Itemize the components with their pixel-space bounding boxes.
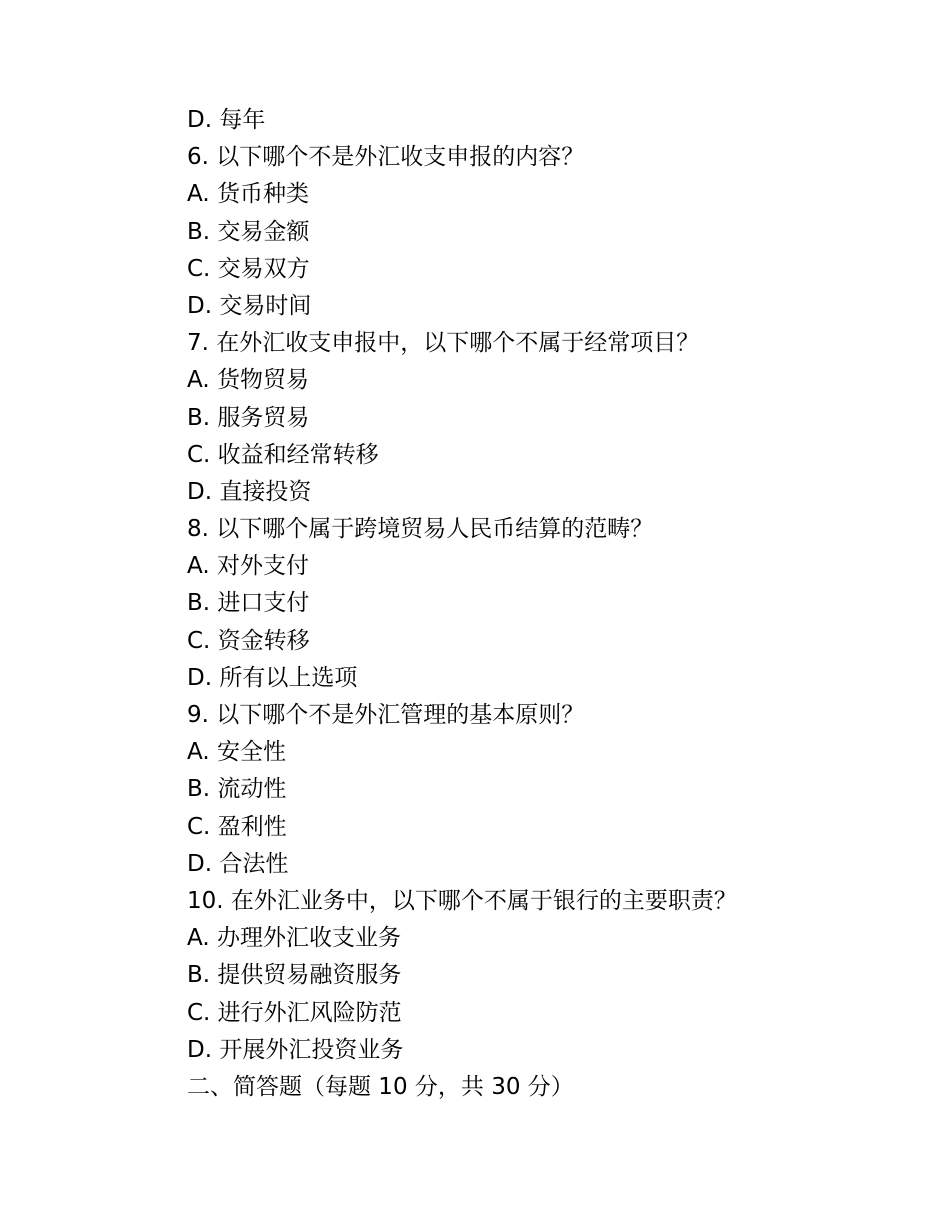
question-9: 9. 以下哪个不是外汇管理的基本原则？	[187, 702, 585, 728]
option-c-q10: C. 进行外汇风险防范	[187, 999, 402, 1026]
option-c-q6: C. 交易双方	[187, 255, 310, 282]
option-d-q5: D. 每年	[187, 107, 266, 133]
option-b-q9: B. 流动性	[187, 776, 287, 803]
option-c-q8: C. 资金转移	[187, 627, 310, 654]
option-d-q8: D. 所有以上选项	[187, 664, 358, 691]
question-7: 7. 在外汇收支申报中，以下哪个不属于经常项目？	[187, 330, 700, 357]
option-a-q9: A. 安全性	[187, 739, 286, 766]
option-c-q9: C. 盈利性	[187, 813, 287, 840]
option-a-q10: A. 办理外汇收支业务	[187, 925, 401, 952]
option-b-q10: B. 提供贸易融资服务	[187, 962, 402, 989]
option-b-q7: B. 服务贸易	[187, 404, 310, 431]
option-b-q6: B. 交易金额	[187, 218, 310, 245]
option-a-q7: A. 货物贸易	[187, 367, 309, 394]
question-8: 8. 以下哪个属于跨境贸易人民币结算的范畴？	[187, 516, 654, 543]
option-c-q7: C. 收益和经常转移	[187, 441, 379, 468]
option-d-q10: D. 开展外汇投资业务	[187, 1036, 404, 1063]
option-b-q8: B. 进口支付	[187, 590, 310, 617]
option-d-q9: D. 合法性	[187, 850, 289, 877]
question-10: 10. 在外汇业务中，以下哪个不属于银行的主要职责？	[187, 887, 737, 914]
option-d-q7: D. 直接投资	[187, 478, 312, 505]
question-6: 6. 以下哪个不是外汇收支申报的内容？	[187, 144, 585, 171]
section-heading-short-answer: 二、简答题（每题 10 分，共 30 分）	[187, 1073, 574, 1100]
option-a-q8: A. 对外支付	[187, 553, 309, 580]
document-text	[187, 102, 887, 1106]
option-d-q6: D. 交易时间	[187, 292, 312, 319]
option-a-q6: A. 货币种类	[187, 181, 309, 208]
